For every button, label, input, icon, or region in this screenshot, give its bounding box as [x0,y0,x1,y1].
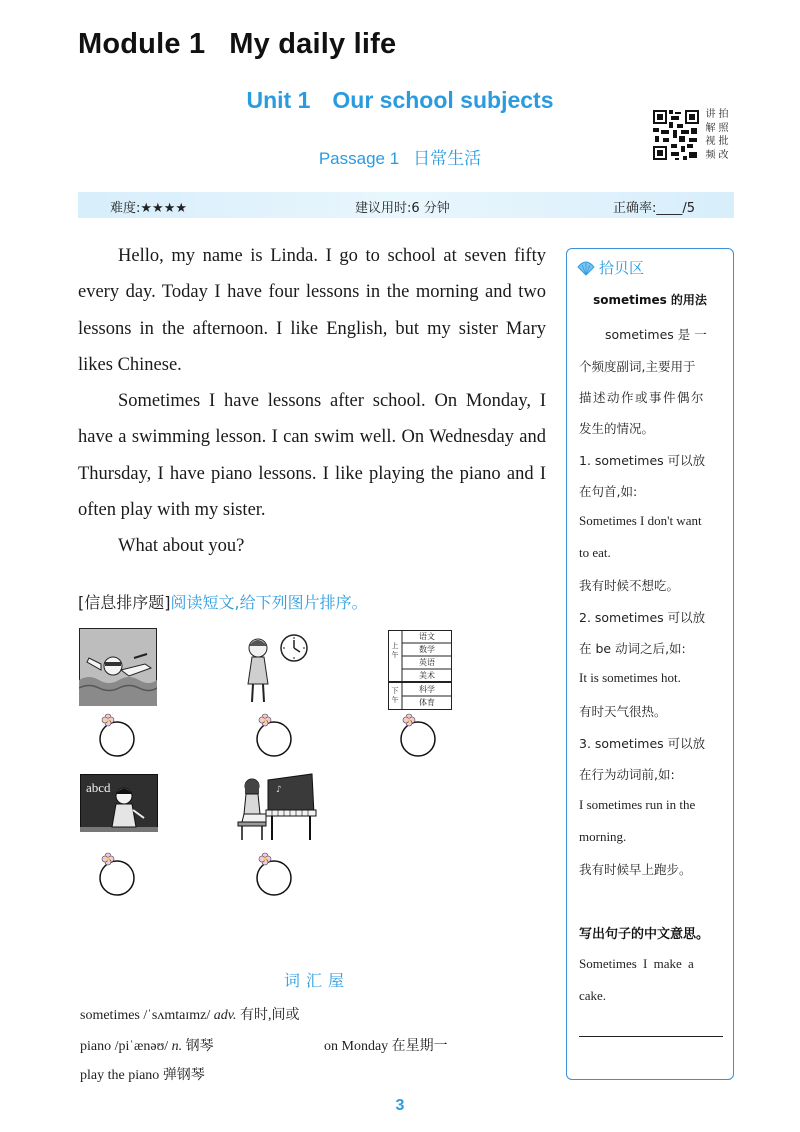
vocab-meaning: 在星期一 [391,1039,448,1054]
task-tag: [信息排序题] [78,593,171,612]
vocab-entry [80,1064,205,1084]
sidebar-rule: 在行为动词前,如: [579,767,675,782]
svg-text:♪: ♪ [276,785,282,795]
timetable-picture [388,630,452,710]
sidebar-rule: 在句首,如: [579,484,638,499]
vocab-meaning: 钢琴 [182,1039,214,1054]
exercise-prompt: 写出句子的中文意思。 [579,927,710,942]
girl-clock-picture [236,628,314,706]
flower-answer-circle[interactable] [254,713,294,759]
flower-answer-circle[interactable] [97,713,137,759]
qr-code-icon[interactable] [651,108,701,162]
sidebar-subtitle: sometimes 的用法 [593,293,707,307]
sidebar-title: 拾贝区 [599,259,645,277]
blackboard-picture [80,774,158,832]
passage-paragraph: Hello, my name is Linda. I go to school at seven fifty every day. Today I have four lessons in the morning and two lessons in the afternoon. I like English, but my sister Mary likes Chinese. [78,246,546,375]
module-label: Module 1 [78,28,206,60]
passage-paragraph: Sometimes I have lessons after school. On Monday, I have a swimming lesson. I can swim well. On Wednesday and Thursday, I have piano lessons. I like playing the piano and I often play with my sister. [78,391,546,521]
vocab-word: on Monday [324,1039,392,1054]
qr-caption-char: 拍 [718,109,729,120]
timetable-subject: 英语 [419,658,435,667]
vocab-entry [80,1035,214,1055]
unit-label: Unit 1 [246,87,311,113]
sidebar-text: 个频度副词,主要用于 [579,359,696,374]
shell-icon [577,260,595,276]
qr-caption-char: 频 [705,149,716,161]
sidebar-text: sometimes 是 一 [605,327,707,342]
page-number: 3 [395,1097,405,1114]
module-title [78,28,396,61]
timetable-subject: 美术 [419,671,435,680]
vocab-word: play the piano [80,1068,163,1083]
info-bar [78,192,734,218]
sidebar-translation: 我有时候早上跑步。 [579,862,692,877]
qr-caption-char: 改 [718,149,729,161]
vocab-pos: adv. [213,1008,237,1023]
timetable-afternoon: 下午 [391,687,399,704]
qr-caption-char: 批 [718,136,729,147]
vocab-word: piano /piˈænəʊ/ [80,1039,172,1054]
flower-answer-circle[interactable] [97,852,137,898]
vocab-pos: n. [171,1039,183,1054]
flower-answer-circle[interactable] [254,852,294,898]
task-instruction [78,590,368,613]
passage-name: 日常生活 [413,149,482,168]
vocab-title: 词汇屋 [284,971,351,990]
answer-line[interactable] [579,1036,723,1037]
sidebar-rule: 在 be 动词之后,如: [579,641,686,656]
sidebar-rule: 1. sometimes 可以放 [579,453,706,468]
difficulty-rating: 难度:★★★★ [110,201,187,216]
vocab-word: sometimes /ˈsʌmtaɪmz/ [80,1008,214,1023]
task-text: 阅读短文,给下列图片排序。 [170,593,368,612]
sidebar-translation: 有时天气很热。 [579,704,667,719]
unit-name: Our school subjects [332,87,554,113]
sidebar-rule: 3. sometimes 可以放 [579,736,706,751]
swimming-picture [79,628,157,706]
sidebar-rule: 2. sometimes 可以放 [579,610,706,625]
accuracy-field[interactable]: 正确率:____/5 [613,201,696,216]
timetable-subject: 科学 [419,685,435,694]
sidebar-example: Sometimes I don't want [579,513,702,528]
timetable-subject: 体育 [419,698,435,707]
sidebar-translation: 我有时候不想吃。 [579,578,680,593]
passage-label: Passage 1 [318,149,400,168]
sidebar-text: 发生的情况。 [579,421,655,436]
vocab-entry [80,1004,299,1024]
piano-picture [232,770,318,842]
qr-caption-char: 视 [705,136,716,147]
qr-caption-char: 照 [718,122,729,134]
reading-passage [78,238,546,565]
timetable-subject: 语文 [419,632,435,641]
qr-caption [704,108,734,162]
sidebar-example: I sometimes run in the [579,797,696,812]
timetable-subject: 数学 [419,645,435,654]
timetable-morning: 上午 [391,642,399,659]
sidebar-example: It is sometimes hot. [579,670,681,685]
vocab-meaning: 弹钢琴 [162,1068,205,1083]
flower-answer-circle[interactable] [398,713,438,759]
suggested-time: 建议用时:6 分钟 [355,201,450,216]
exercise-sentence: Sometimes I make a [579,956,694,971]
qr-caption-char: 讲 [705,109,716,120]
sidebar-header [577,257,644,278]
module-name: My daily life [229,28,397,60]
qr-caption-char: 解 [705,122,716,134]
tips-sidebar [566,248,734,1080]
vocab-meaning: 有时,间或 [236,1008,300,1023]
passage-paragraph: What about you? [118,536,245,557]
blackboard-text: abcd [86,780,111,795]
sidebar-example: morning. [579,829,627,844]
sidebar-text: 描述动作或事件偶尔 [579,390,706,405]
exercise-sentence: cake. [579,988,607,1003]
sidebar-example: to eat. [579,545,611,560]
vocab-entry [324,1035,448,1055]
